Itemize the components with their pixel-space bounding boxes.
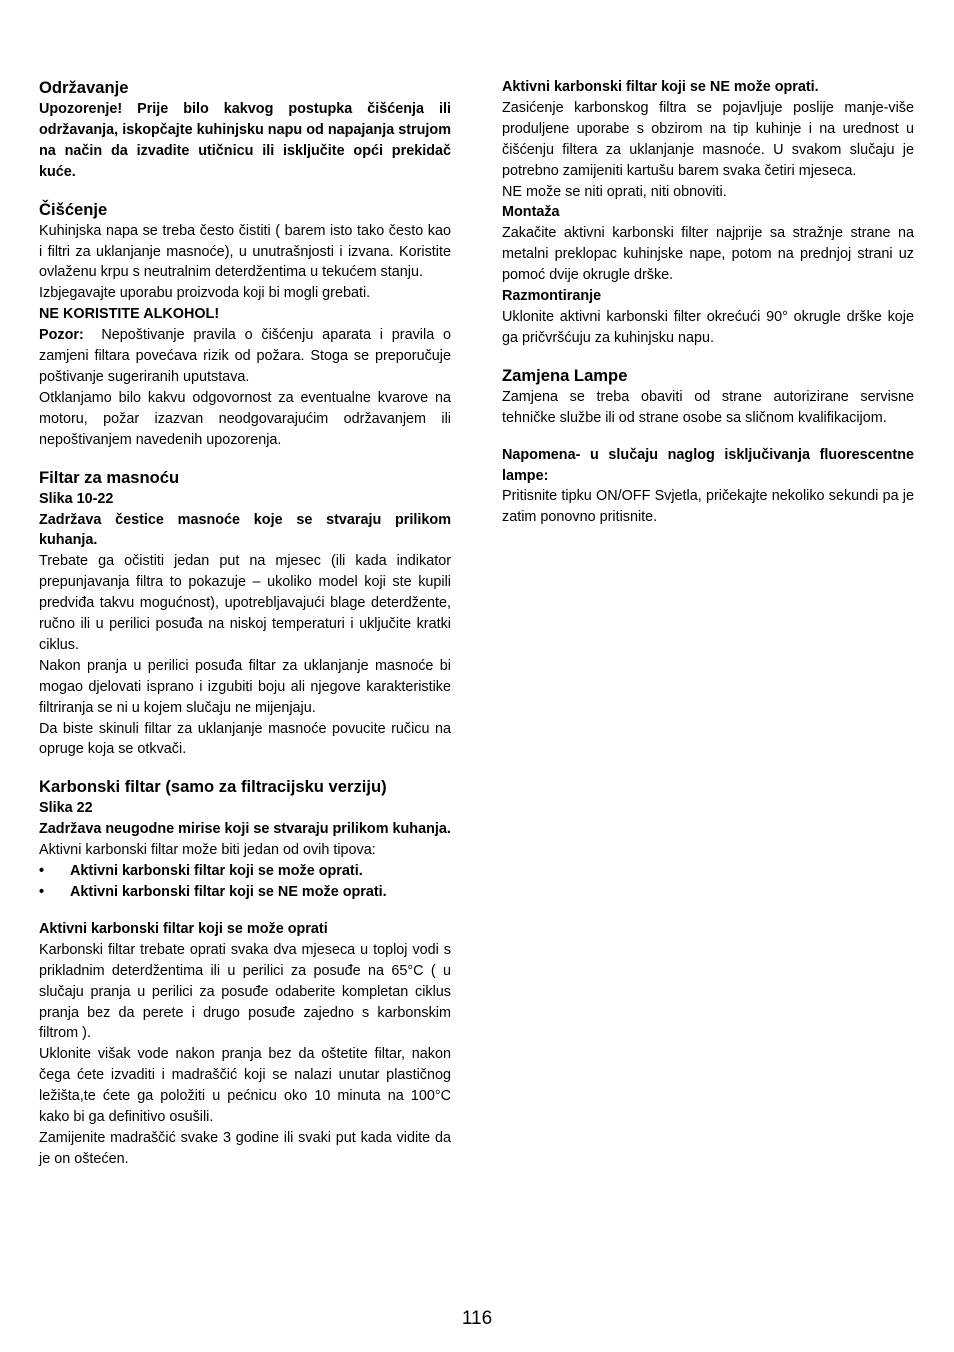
pozor-label: Pozor: bbox=[39, 327, 84, 344]
zamjena-lampe-heading: Zamjena Lampe bbox=[502, 365, 628, 385]
filtar-masnocu-heading: Filtar za masnoću bbox=[39, 467, 180, 487]
napomena-paragraph: Pritisnite tipku ON/OFF Svjetla, pričekajte nekoliko sekundi pa je zatim ponovno pritisnite. bbox=[502, 488, 914, 526]
right-column bbox=[502, 77, 914, 528]
odrzavanje-heading: Održavanje bbox=[39, 78, 129, 97]
filtar-figure-ref: Slika 10-22 bbox=[39, 490, 114, 507]
bullet-text: Aktivni karbonski filtar koji se može oprati. bbox=[70, 863, 363, 880]
filtar-paragraph-2: Nakon pranja u perilici posuđa filtar za uklanjanje masnoće bi mogao djelovati isprano i izgubiti boju ali njegove karakteristike filtriranja se ni u kojem slučaju ne mijenjaju. bbox=[39, 657, 451, 716]
perivi-paragraph-2: Uklonite višak vode nakon pranja bez da oštetite filtar, nakon čega ćete izvaditi i madraščić koji se nalazi unutar plastičnog ležišta,te ćete ga položiti u pećnicu oko 10 minuta na 100°C kako bi ga definitivo osušili. bbox=[39, 1046, 451, 1126]
perivi-paragraph-3: Zamijenite madraščić svake 3 godine ili svaki put kada vidite da je on oštećen. bbox=[39, 1129, 451, 1167]
zamjena-lampe-paragraph: Zamjena se treba obaviti od strane autorizirane servisne tehničke službe ili od strane osobe sa sličnom kvalifikacijom. bbox=[502, 388, 914, 426]
neperivi-filtar-heading: Aktivni karbonski filtar koji se NE može oprati. bbox=[502, 79, 819, 95]
ciscenje-paragraph-1: Kuhinjska napa se treba često čistiti ( barem isto tako često kao i filtri za uklanjanje masnoće), u unutrašnjosti i izvana. Koristite ovlaženu krpu s neutralnim deterdžentima u tekućem stanju. bbox=[39, 222, 451, 281]
bullet-mark: • bbox=[39, 884, 45, 900]
ciscenje-paragraph-3: Otklanjamo bilo kakvu odgovornost za eventualne kvarove na motoru, požar izazvan neodgovarajućim održavanjem ili nepoštivanjem navedenih upozorenja. bbox=[39, 389, 451, 448]
ciscenje-paragraph-2: Izbjegavajte uporabu proizvoda koji bi mogli grebati. bbox=[39, 285, 371, 302]
bullet-text: Aktivni karbonski filtar koji se NE može oprati. bbox=[70, 884, 387, 900]
ciscenje-heading: Čišćenje bbox=[39, 199, 108, 219]
left-column bbox=[39, 77, 451, 1170]
karbon-intro: Aktivni karbonski filtar može biti jedan od ovih tipova: bbox=[39, 842, 376, 859]
perivi-paragraph-1: Karbonski filtar trebate oprati svaka dva mjeseca u toploj vodi s prikladnim deterdžentima ili u perilici za posuđe na 65°C ( u slučaju pranja u perilici za posuđe odaberite kompletan ciklus pranja bez da perete i drugo posuđe zajedno s karbonskim filtrom ). bbox=[39, 941, 451, 1042]
page-number: 116 bbox=[461, 1308, 493, 1329]
pozor-paragraph bbox=[39, 325, 451, 388]
bullet-item bbox=[39, 861, 451, 882]
neperivi-paragraph-1: Zasićenje karbonskog filtra se pojavljuje poslije manje-više produljene uporabe s obzirom na tip kuhinje i na urednost u čišćenju filtera za uklanjanje masnoće. U svakom slučaju je potrebno zamijeniti kartušu barem svaka četiri mjeseca. bbox=[502, 99, 914, 179]
karbon-bold-intro: Zadržava neugodne mirise koji se stvaraju prilikom kuhanja. bbox=[39, 821, 451, 838]
karbonski-filtar-heading: Karbonski filtar (samo za filtracijsku verziju) bbox=[39, 777, 387, 797]
perivi-filtar-heading: Aktivni karbonski filtar koji se može oprati bbox=[39, 920, 328, 937]
razmontiranje-paragraph: Uklonite aktivni karbonski filter okrećući 90° okrugle drške koje ga pričvršćuju za kuhinjsku napu. bbox=[502, 308, 914, 346]
no-alcohol-warning: NE KORISTITE ALKOHOL! bbox=[39, 306, 220, 323]
razmontiranje-heading: Razmontiranje bbox=[502, 288, 602, 305]
pozor-text: Nepoštivanje pravila o čišćenju aparata i pravila o zamjeni filtara povećava rizik od požara. Stoga se preporučuje poštivanje sugeriranih uputstava. bbox=[39, 327, 451, 385]
karbon-figure-ref: Slika 22 bbox=[39, 800, 93, 817]
montaza-heading: Montaža bbox=[502, 204, 560, 221]
bullet-mark: • bbox=[39, 863, 45, 880]
bullet-item bbox=[39, 882, 451, 903]
montaza-paragraph: Zakačite aktivni karbonski filter najprije sa stražnje strane na metalni preklopac kuhinjske nape, potom na prednjoj strani uz pomoć dvije okrugle drške. bbox=[502, 225, 914, 284]
odrzavanje-warning: Upozorenje! Prije bilo kakvog postupka čišćenja ili održavanja, iskopčajte kuhinjsku napu od napajanja strujom na način da izvadite utičnicu ili isključite opći prekidač kuće. bbox=[39, 101, 451, 180]
filtar-paragraph-1: Trebate ga očistiti jedan put na mjesec (ili kada indikator prepunjavanja filtra to pokazuje – ukoliko model koji ste kupili predviđa takvu mogućnost), upotrebljavajući blage deterdžente, ručno ili u perilici posuđa na niskoj temperaturi i uključite kratki ciklus. bbox=[39, 553, 451, 653]
napomena-heading: Napomena- u slučaju naglog isključivanja fluorescentne lampe: bbox=[502, 446, 914, 484]
neperivi-paragraph-2: NE može se niti oprati, niti obnoviti. bbox=[502, 183, 727, 200]
filtar-paragraph-3: Da biste skinuli filtar za uklanjanje masnoće povucite ručicu na opruge koja se otkvači. bbox=[39, 720, 451, 758]
filtar-bold-intro: Zadržava čestice masnoće koje se stvaraju prilikom kuhanja. bbox=[39, 511, 451, 549]
